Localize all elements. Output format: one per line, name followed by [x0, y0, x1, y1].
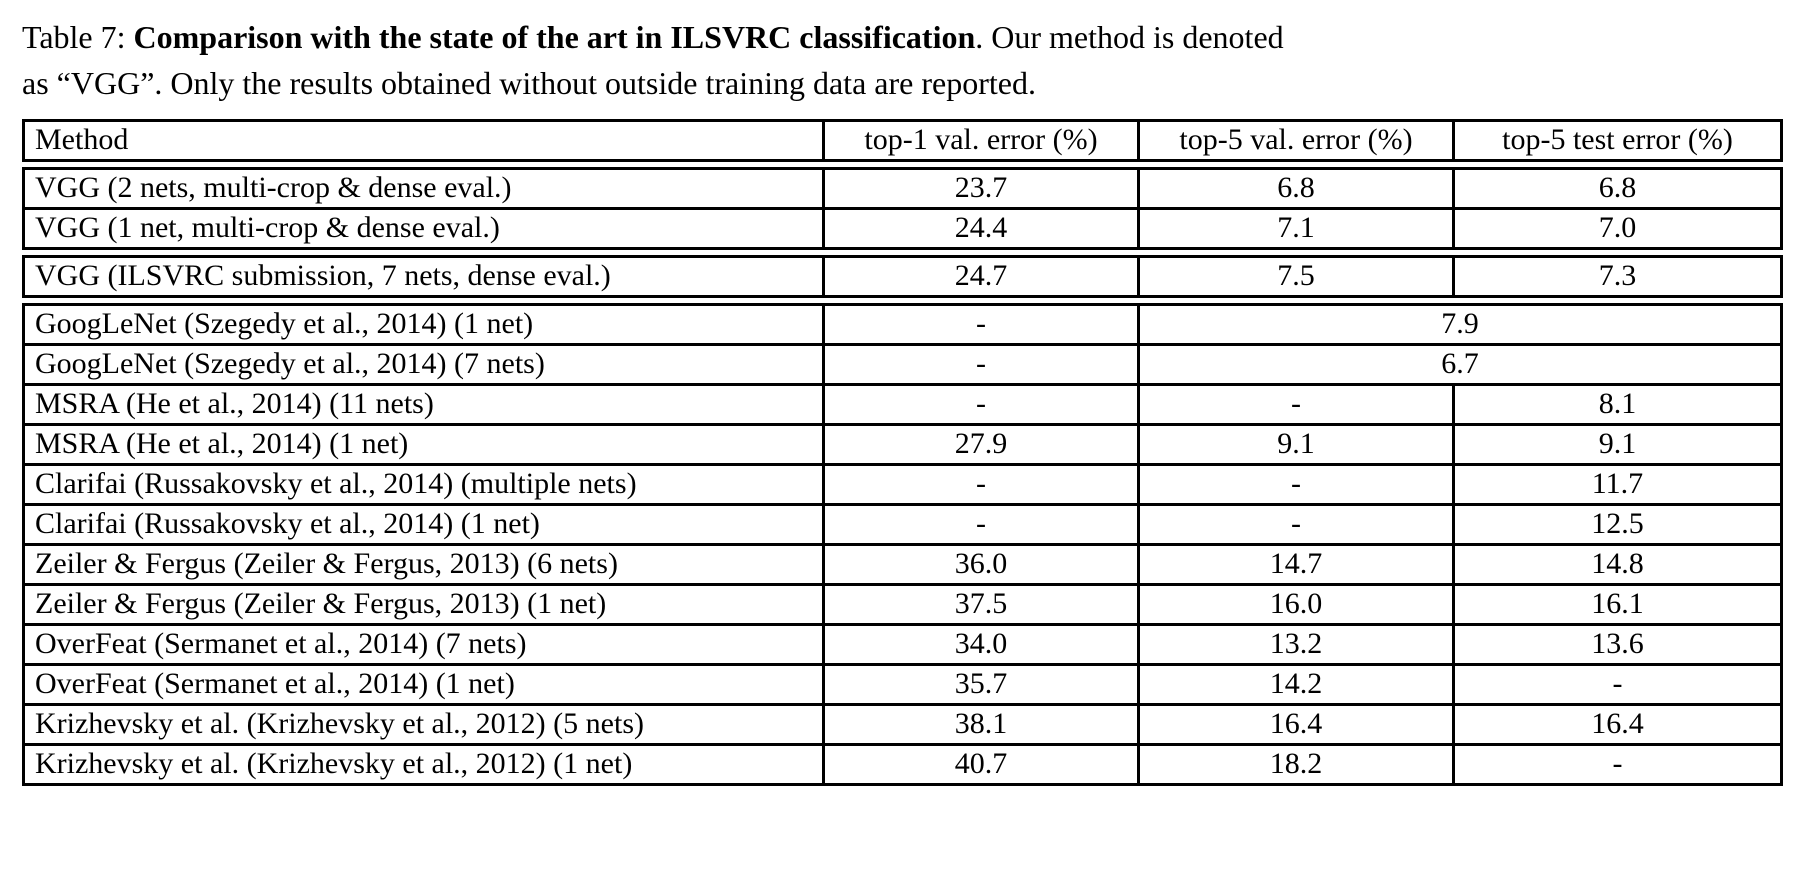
header-top5-val-error: top-5 val. error (%)	[1139, 120, 1454, 160]
method-cell: GoogLeNet (Szegedy et al., 2014) (7 nets)	[24, 344, 824, 384]
top5test-cell: 8.1	[1454, 384, 1782, 424]
table-row	[24, 424, 1782, 464]
table-row	[24, 744, 1782, 784]
table-row	[24, 704, 1782, 744]
top5val-cell: 14.2	[1139, 664, 1454, 704]
top5test-cell: 16.4	[1454, 704, 1782, 744]
top1-cell: 27.9	[824, 424, 1139, 464]
caption-line1-rest: . Our method is denoted	[975, 19, 1284, 55]
caption-title-bold: Comparison with the state of the art in ILSVRC classification	[133, 19, 976, 55]
method-cell: VGG (2 nets, multi-crop & dense eval.)	[24, 168, 824, 208]
method-cell: Zeiler & Fergus (Zeiler & Fergus, 2013) (6 nets)	[24, 544, 824, 584]
top5test-cell: 6.8	[1454, 168, 1782, 208]
top1-cell: 23.7	[824, 168, 1139, 208]
method-cell: Krizhevsky et al. (Krizhevsky et al., 2012) (5 nets)	[24, 704, 824, 744]
top5val-cell: 13.2	[1139, 624, 1454, 664]
top5val-cell: 14.7	[1139, 544, 1454, 584]
top5test-cell: -	[1454, 664, 1782, 704]
table-header-section	[22, 119, 1783, 162]
top1-cell: 34.0	[824, 624, 1139, 664]
top5val-cell: -	[1139, 384, 1454, 424]
top5test-cell: 7.0	[1454, 208, 1782, 248]
top5-merged-cell: 6.7	[1139, 344, 1782, 384]
top5val-cell: 16.0	[1139, 584, 1454, 624]
top1-cell: 24.7	[824, 256, 1139, 296]
method-cell: MSRA (He et al., 2014) (1 net)	[24, 424, 824, 464]
method-cell: VGG (1 net, multi-crop & dense eval.)	[24, 208, 824, 248]
caption-table-number: Table 7:	[22, 19, 134, 55]
top1-cell: 37.5	[824, 584, 1139, 624]
top5test-cell: 12.5	[1454, 504, 1782, 544]
method-cell: Zeiler & Fergus (Zeiler & Fergus, 2013) (1 net)	[24, 584, 824, 624]
method-cell: VGG (ILSVRC submission, 7 nets, dense eval.)	[24, 256, 824, 296]
table-section-vgg-submission	[22, 255, 1783, 298]
top5-merged-cell: 7.9	[1139, 304, 1782, 344]
method-cell: Clarifai (Russakovsky et al., 2014) (multiple nets)	[24, 464, 824, 504]
top5test-cell: 7.3	[1454, 256, 1782, 296]
table-caption	[22, 14, 1779, 107]
header-top1-val-error: top-1 val. error (%)	[824, 120, 1139, 160]
header-row	[24, 120, 1782, 160]
top5test-cell: 14.8	[1454, 544, 1782, 584]
method-cell: MSRA (He et al., 2014) (11 nets)	[24, 384, 824, 424]
header-method: Method	[24, 120, 824, 160]
method-cell: Clarifai (Russakovsky et al., 2014) (1 net)	[24, 504, 824, 544]
method-cell: OverFeat (Sermanet et al., 2014) (1 net)	[24, 664, 824, 704]
top5val-cell: -	[1139, 504, 1454, 544]
top5test-cell: 11.7	[1454, 464, 1782, 504]
method-cell: Krizhevsky et al. (Krizhevsky et al., 2012) (1 net)	[24, 744, 824, 784]
table-row	[24, 168, 1782, 208]
top1-cell: -	[824, 504, 1139, 544]
method-cell: OverFeat (Sermanet et al., 2014) (7 nets)	[24, 624, 824, 664]
top1-cell: 35.7	[824, 664, 1139, 704]
caption-line-2: as “VGG”. Only the results obtained without outside training data are reported.	[22, 65, 1036, 102]
table-section-prior-art	[22, 303, 1783, 786]
table-row	[24, 584, 1782, 624]
top5val-cell: 7.1	[1139, 208, 1454, 248]
top1-cell: -	[824, 384, 1139, 424]
top5val-cell: 6.8	[1139, 168, 1454, 208]
top1-cell: -	[824, 464, 1139, 504]
top5test-cell: 13.6	[1454, 624, 1782, 664]
top5val-cell: 16.4	[1139, 704, 1454, 744]
top1-cell: 40.7	[824, 744, 1139, 784]
top1-cell: -	[824, 344, 1139, 384]
top5val-cell: 18.2	[1139, 744, 1454, 784]
top5val-cell: 9.1	[1139, 424, 1454, 464]
caption-line-1	[22, 14, 1779, 60]
table-row	[24, 256, 1782, 296]
top5test-cell: 9.1	[1454, 424, 1782, 464]
top5val-cell: 7.5	[1139, 256, 1454, 296]
table-row	[24, 504, 1782, 544]
top1-cell: 24.4	[824, 208, 1139, 248]
comparison-table	[22, 119, 1779, 786]
table-row	[24, 344, 1782, 384]
table-row	[24, 664, 1782, 704]
top5val-cell: -	[1139, 464, 1454, 504]
table-row	[24, 464, 1782, 504]
top1-cell: 38.1	[824, 704, 1139, 744]
table-row	[24, 208, 1782, 248]
header-top5-test-error: top-5 test error (%)	[1454, 120, 1782, 160]
top5test-cell: 16.1	[1454, 584, 1782, 624]
table-row	[24, 544, 1782, 584]
top1-cell: -	[824, 304, 1139, 344]
top1-cell: 36.0	[824, 544, 1139, 584]
table-section-vgg-best	[22, 167, 1783, 250]
method-cell: GoogLeNet (Szegedy et al., 2014) (1 net)	[24, 304, 824, 344]
table-row	[24, 624, 1782, 664]
table-row	[24, 384, 1782, 424]
top5test-cell: -	[1454, 744, 1782, 784]
table-row	[24, 304, 1782, 344]
